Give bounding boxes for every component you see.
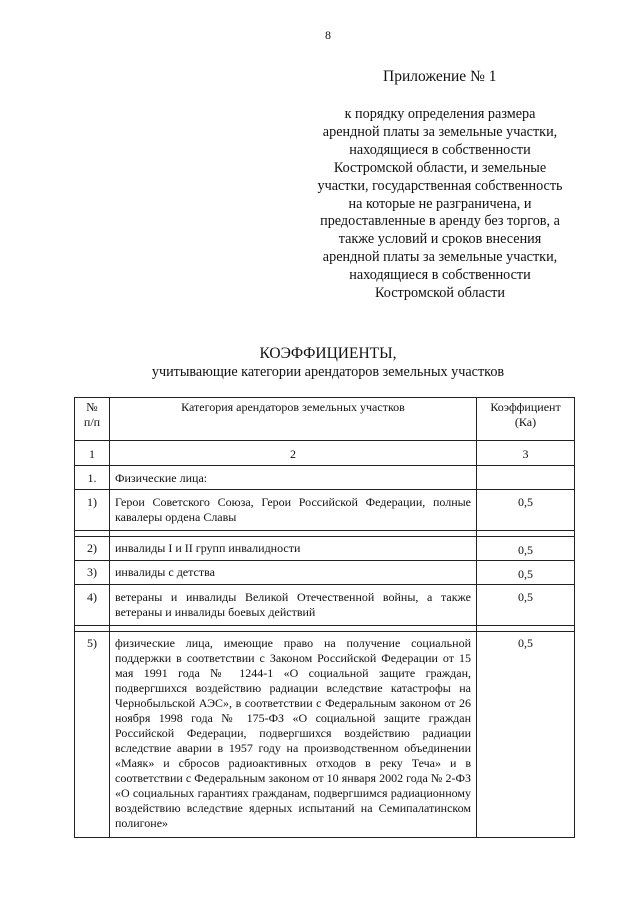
row-num: 4): [75, 585, 110, 626]
col-number-2: 2: [110, 441, 477, 466]
coefficients-table: [74, 397, 575, 838]
row-coefficient: 0,5: [477, 561, 575, 585]
col-number-3: 3: [477, 441, 575, 466]
row-category: инвалиды с детства: [110, 561, 477, 585]
row-category: ветераны и инвалиды Великой Отечественной войны, а также ветераны и инвалиды боевых действий: [110, 585, 477, 626]
table-row: [75, 490, 575, 531]
row-coefficient: 0,5: [477, 537, 575, 561]
header-category: Категория арендаторов земельных участков: [110, 398, 477, 441]
header-coefficient: Коэффициент (Ка): [477, 398, 575, 441]
header-num: № п/п: [75, 398, 110, 441]
row-coefficient: [477, 466, 575, 490]
appendix-subtitle-line: находящиеся в собственности: [349, 267, 531, 284]
appendix-subtitle-line: Костромской области, и земельные: [333, 159, 547, 176]
row-num: 1): [75, 490, 110, 531]
row-coefficient: 0,5: [477, 585, 575, 626]
appendix-subtitle-line: арендной платы за земельные участки,: [322, 123, 558, 140]
row-num: 3): [75, 561, 110, 585]
row-num: 5): [75, 632, 110, 838]
appendix-subtitle-line: арендной платы за земельные участки,: [322, 249, 558, 266]
row-num: 1.: [75, 466, 110, 490]
appendix-subtitle-line: также условий и сроков внесения: [338, 231, 542, 248]
row-category: инвалиды I и II групп инвалидности: [110, 537, 477, 561]
table-row: [75, 632, 575, 838]
table-row: [75, 537, 575, 561]
appendix-subtitle-line: находящиеся в собственности: [349, 141, 531, 158]
row-category: Герои Советского Союза, Герои Российской Федерации, полные кавалеры ордена Славы: [110, 490, 477, 531]
row-category: Физические лица:: [110, 466, 477, 490]
page-number: 8: [325, 28, 331, 42]
table-row: [75, 466, 575, 490]
appendix-title: Приложение № 1: [383, 68, 497, 85]
row-num: 2): [75, 537, 110, 561]
table-row: [75, 585, 575, 626]
row-coefficient: 0,5: [477, 490, 575, 531]
document-subheading: учитывающие категории арендаторов земельных участков: [151, 364, 505, 380]
row-coefficient: 0,5: [477, 632, 575, 838]
col-number-1: 1: [75, 441, 110, 466]
table-row: [75, 561, 575, 585]
appendix-subtitle-line: на которые не разграничена, и: [348, 195, 532, 212]
appendix-subtitle-line: участки, государственная собственность: [317, 177, 563, 194]
appendix-subtitle-line: к порядку определения размера: [344, 106, 536, 122]
document-heading: КОЭФФИЦИЕНТЫ,: [259, 345, 397, 362]
table-header-row: [75, 398, 575, 441]
row-category: физические лица, имеющие право на получение социальной поддержки в соответствии с Законом Российской Федерации от 15 мая 1991 года № 1244-1 «О социальной защите граждан, подвергшихся воздействию радиации вследствие катастрофы на Чернобыльской АЭС», в соответствии с Федеральным законом от 26 ноября 1998 года № 175-ФЗ «О социальной защите граждан Российской Федерации, подвергшихся воздействию радиации вследствие аварии в 1957 году на производственном объединении «Маяк» и сбросов радиоактивных отходов в реку Теча» и в соответствии с Федеральным законом от 10 января 2002 года № 2-ФЗ «О социальных гарантиях гражданам, подвергшимся радиационному воздействию вследствие ядерных испытаний на Семипалатинском полигоне»: [110, 632, 477, 838]
appendix-subtitle-line: Костромской области: [375, 285, 505, 302]
appendix-subtitle-line: предоставленные в аренду без торгов, а: [320, 213, 560, 230]
appendix-subtitle: [296, 106, 584, 303]
column-numbers-row: [75, 441, 575, 466]
